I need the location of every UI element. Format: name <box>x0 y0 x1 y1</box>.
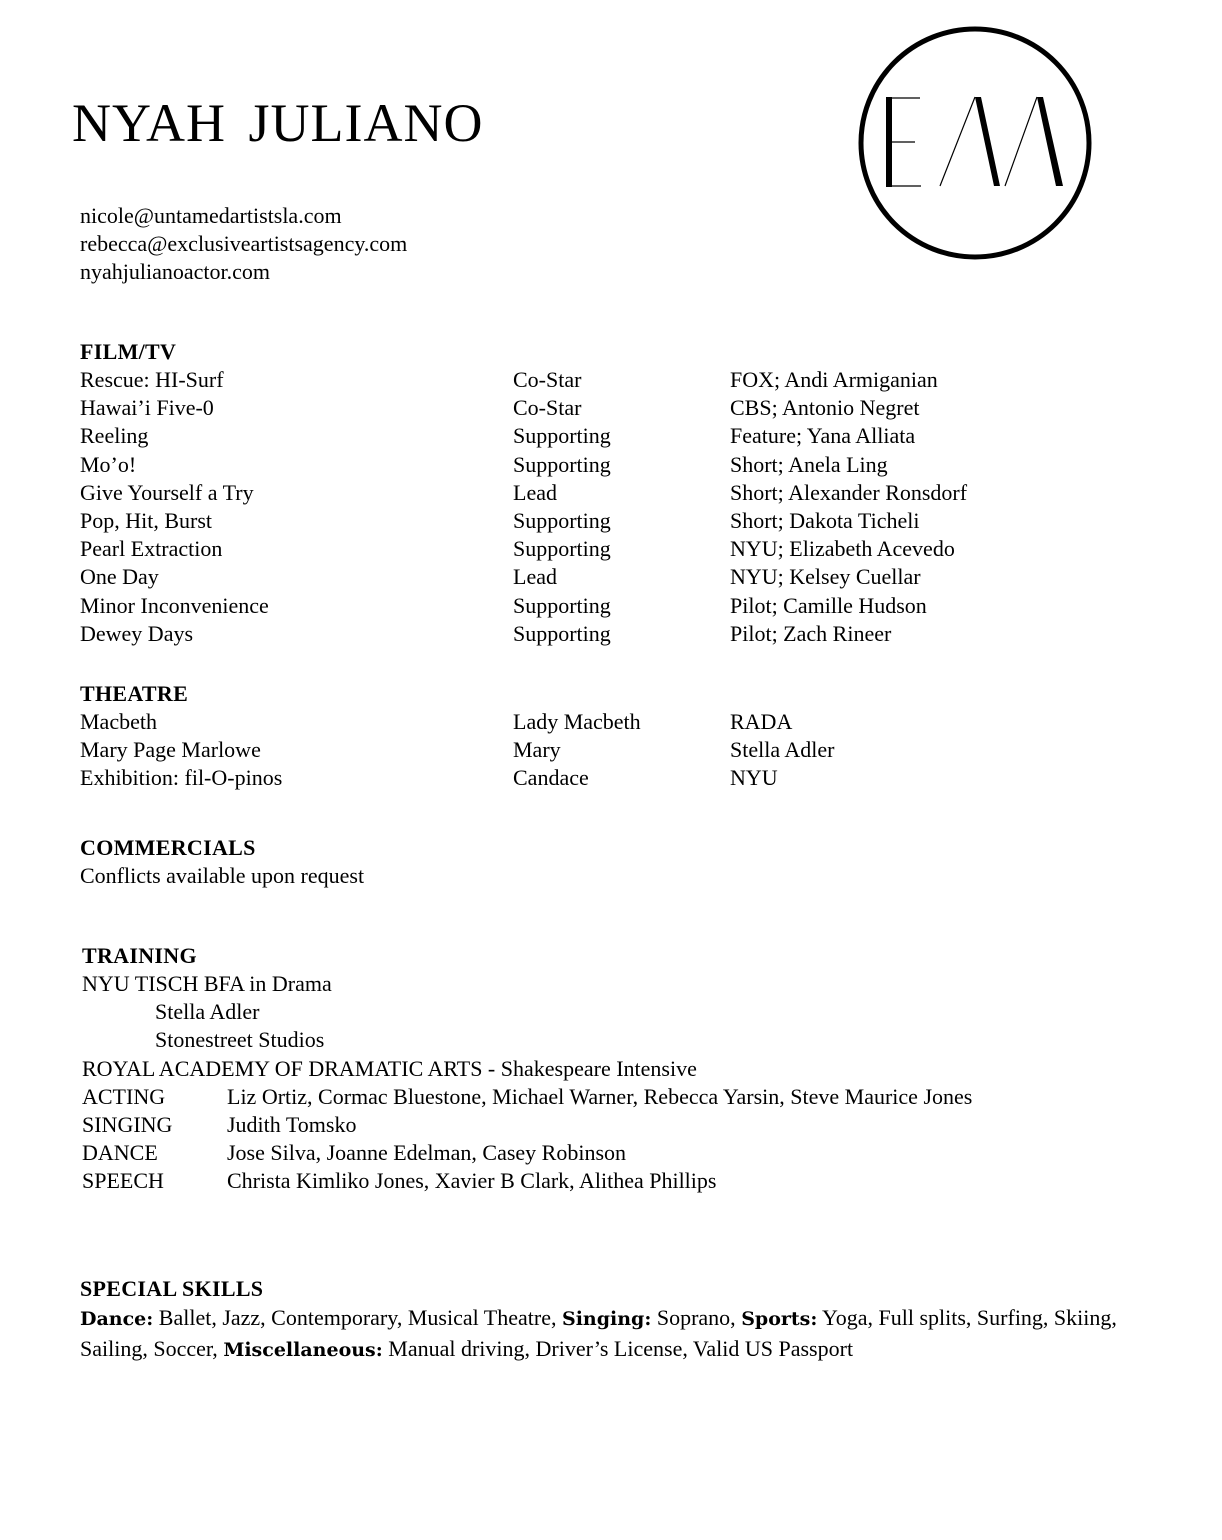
credit-company: NYU; Kelsey Cuellar <box>730 564 921 590</box>
skill-label-singing: Singing: <box>561 1308 652 1330</box>
skill-label-misc: Miscellaneous: <box>223 1339 383 1361</box>
credit-title: One Day <box>80 564 159 590</box>
credit-title: Macbeth <box>80 709 157 734</box>
training-label: ACTING <box>82 1083 166 1109</box>
credit-title: Mo’o! <box>80 451 137 477</box>
credit-title: Mary Page Marlowe <box>80 737 261 763</box>
credit-company: Pilot; Camille Hudson <box>730 592 927 618</box>
credit-role: Lady Macbeth <box>513 709 641 734</box>
section-heading-training: TRAINING <box>82 943 197 968</box>
training-teachers: Christa Kimliko Jones, Xavier B Clark, Alithea Phillips <box>227 1168 717 1194</box>
contact-email-agent[interactable]: rebecca@exclusiveartistsagency.com <box>80 231 408 256</box>
training-label: SINGING <box>82 1111 173 1137</box>
credit-role: Supporting <box>513 451 611 477</box>
credit-row <box>80 366 1140 394</box>
credit-company: CBS; Antonio Negret <box>730 395 920 421</box>
contact-email-manager[interactable]: nicole@untamedartistsla.com <box>80 203 342 228</box>
credit-row <box>80 535 1140 563</box>
credit-row <box>80 451 1140 479</box>
credit-role: Supporting <box>513 592 611 618</box>
contact-website[interactable]: nyahjulianoactor.com <box>80 259 270 284</box>
contact-list <box>80 202 407 286</box>
credit-company: Pilot; Zach Rineer <box>730 620 892 646</box>
credit-title: Exhibition: fil-O-pinos <box>80 765 283 791</box>
credit-title: Rescue: HI-Surf <box>80 367 224 392</box>
credit-row <box>80 708 1140 736</box>
credit-role: Mary <box>513 737 561 763</box>
training-teacher-row <box>82 1139 697 1167</box>
training-label: DANCE <box>82 1140 158 1166</box>
skill-dance: Ballet, Jazz, Contemporary, Musical Theatre, <box>153 1305 562 1330</box>
training-teacher-row <box>82 1167 717 1195</box>
credit-title: Pearl Extraction <box>80 536 223 562</box>
training-teachers: Judith Tomsko <box>227 1111 357 1137</box>
training-label: SPEECH <box>82 1168 164 1194</box>
credit-title: Minor Inconvenience <box>80 592 269 618</box>
credit-role: Candace <box>513 765 589 791</box>
credit-company: RADA <box>730 709 793 734</box>
film-tv-section <box>80 338 1140 648</box>
credit-row <box>80 592 1140 620</box>
training-studio: Stella Adler <box>155 999 260 1025</box>
credit-row <box>80 764 1140 792</box>
credit-company: Short; Dakota Ticheli <box>730 507 920 533</box>
actor-name: NYAH JULIANO <box>72 93 484 153</box>
training-teacher-row <box>82 1111 697 1139</box>
training-teachers: Liz Ortiz, Cormac Bluestone, Michael Warner, Rebecca Yarsin, Steve Maurice Jones <box>227 1083 973 1109</box>
credit-role: Supporting <box>513 536 611 562</box>
credit-row <box>80 736 1140 764</box>
credit-role: Co-Star <box>513 395 582 421</box>
credit-title: Dewey Days <box>80 620 194 646</box>
credit-title: Reeling <box>80 423 149 449</box>
skills-text <box>80 1303 1140 1365</box>
credit-company: Short; Alexander Ronsdorf <box>730 479 968 505</box>
section-heading-special-skills: SPECIAL SKILLS <box>80 1276 264 1301</box>
training-teachers: Jose Silva, Joanne Edelman, Casey Robinson <box>227 1140 627 1166</box>
training-teacher-row <box>82 1083 973 1111</box>
section-heading-theatre: THEATRE <box>80 681 189 706</box>
credit-role: Lead <box>513 564 557 590</box>
commercials-note: Conflicts available upon request <box>80 863 365 888</box>
credit-row <box>80 479 1140 507</box>
credit-company: Stella Adler <box>730 737 835 763</box>
credit-row <box>80 620 1140 648</box>
credit-role: Supporting <box>513 423 611 449</box>
training-rada: ROYAL ACADEMY OF DRAMATIC ARTS - Shakespeare Intensive <box>82 1055 697 1081</box>
credit-company: Short; Anela Ling <box>730 451 888 477</box>
credit-row <box>80 563 1140 591</box>
skill-label-sports: Sports: <box>741 1308 818 1330</box>
credit-company: NYU <box>730 765 778 791</box>
credit-role: Lead <box>513 479 557 505</box>
skill-singing: Soprano, <box>651 1305 742 1330</box>
credit-title: Pop, Hit, Burst <box>80 507 213 533</box>
credit-title: Give Yourself a Try <box>80 479 254 505</box>
training-school: NYU TISCH BFA in Drama <box>82 971 332 996</box>
credit-row <box>80 507 1140 535</box>
credit-role: Supporting <box>513 507 611 533</box>
credit-company: NYU; Elizabeth Acevedo <box>730 536 955 562</box>
credit-role: Co-Star <box>513 367 582 392</box>
training-section <box>82 942 973 1196</box>
credit-company: Feature; Yana Alliata <box>730 423 916 449</box>
credit-row <box>80 394 1140 422</box>
theatre-section <box>80 680 1140 793</box>
section-heading-commercials: COMMERCIALS <box>80 835 256 860</box>
skill-sports: Yoga, Full splits, Surfing, Skiing, Sailing, Soccer, <box>80 1305 1117 1361</box>
skill-misc: Manual driving, Driver’s License, Valid US Passport <box>382 1336 854 1361</box>
section-heading-film-tv: FILM/TV <box>80 339 177 364</box>
training-studio: Stonestreet Studios <box>155 1027 325 1053</box>
skill-label-dance: Dance: <box>80 1308 154 1330</box>
special-skills-section <box>80 1275 1140 1365</box>
credit-role: Supporting <box>513 620 611 646</box>
commercials-section <box>80 834 364 890</box>
agency-logo <box>857 25 1093 261</box>
credit-company: FOX; Andi Armiganian <box>730 367 938 392</box>
credit-title: Hawai’i Five-0 <box>80 395 214 421</box>
credit-row <box>80 422 1140 450</box>
